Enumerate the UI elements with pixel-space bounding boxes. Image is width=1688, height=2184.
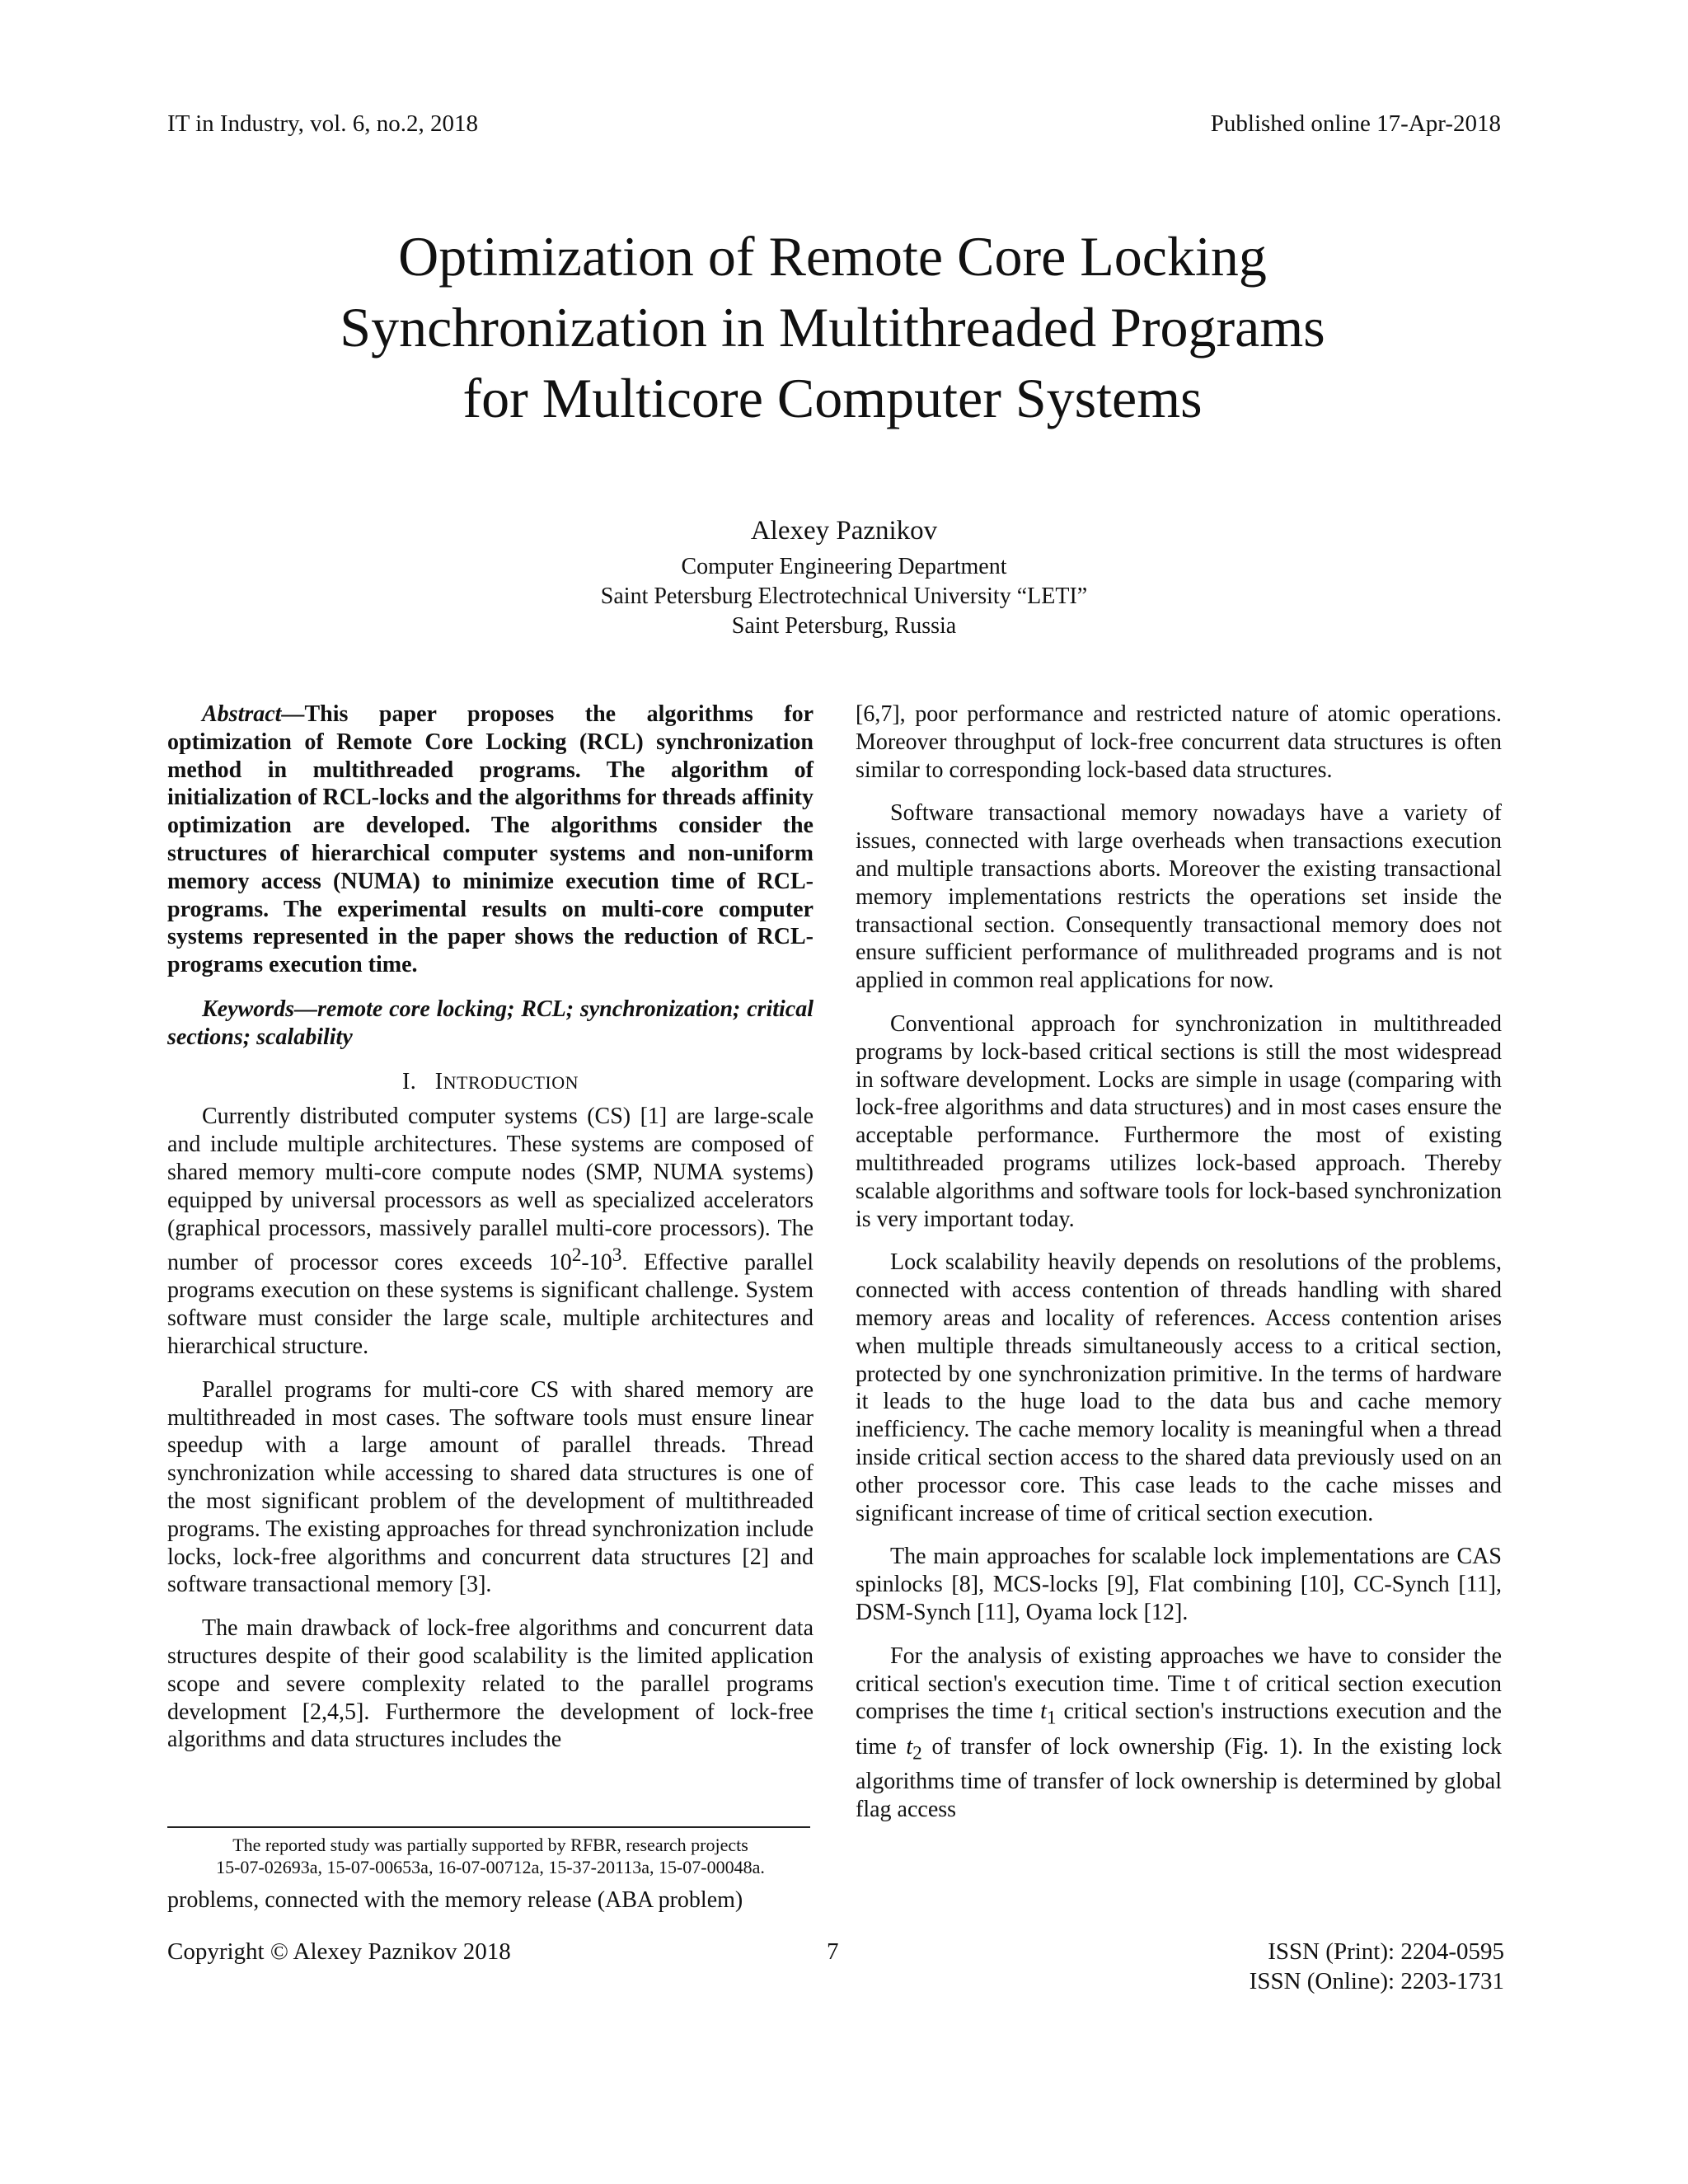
affiliation-line: Saint Petersburg, Russia	[731, 613, 957, 639]
body-paragraph	[167, 1103, 814, 1361]
body-paragraph	[856, 1643, 1502, 1824]
body-paragraph: Conventional approach for synchronization in multithreaded programs by lock-based critical sections is still the most widespread in software development. Locks are simple in usage (comparing with lock-free algorithms and data structures) and in most cases ensure the acceptable performance. Furthermore the most of existing multithreaded programs utilizes lock-based approach. Thereby scalable algorithms and software tools for lock-based synchronization is very important today.	[856, 1010, 1502, 1232]
subscript: 2	[912, 1742, 922, 1765]
issn-online: ISSN (Online): 2203-1731	[1249, 1968, 1504, 1994]
title-line: Optimization of Remote Core Locking	[398, 225, 1267, 288]
issn-block	[1226, 1937, 1504, 1996]
text-run: For the analysis of existing approaches we have to consider the critical section's execution time. Time t of critical section execution comprises the time	[856, 1643, 1502, 1725]
text-run: Currently distributed computer systems (CS) [1] are large-scale and include multiple architectures. These systems are composed of shared memory multi-core compute nodes (SMP, NUMA systems) equipped by universal processors as well as specialized accelerators (graphical processors, massively parallel multi-core processors). The number of processor cores exceeds 10	[167, 1104, 814, 1276]
body-text-continuation: problems, connected with the memory release (ABA problem)	[167, 1887, 743, 1913]
title-line: for Multicore Computer Systems	[462, 367, 1203, 429]
section-title-initial: I	[434, 1068, 443, 1094]
page-number: 7	[827, 1938, 839, 1965]
body-paragraph: Lock scalability heavily depends on resolutions of the problems, connected with access contention of threads handling with shared memory areas and locality of references. Access contention arises when multiple threads simultaneously access to a critical section, protected by one synchronization primitive. In the terms of hardware it leads to the huge load to the data bus and cache memory inefficiency. The cache memory locality is meaningful when a thread inside critical section access to the shared data previously used on an other processor core. This case leads to the cache misses and significant increase of time of critical section execution.	[856, 1249, 1502, 1526]
left-column	[167, 701, 814, 1769]
copyright-notice: Copyright © Alexey Paznikov 2018	[167, 1938, 511, 1965]
abstract-text: This paper proposes the algorithms for optimization of Remote Core Locking (RCL) synchronization method in multithreaded programs. The algorithm of initialization of RCL-locks and the algorithms for threads affinity optimization are developed. The algorithms consider the structures of hierarchical computer systems and non-uniform memory access (NUMA) to minimize execution time of RCL-programs. The experimental results on multi-core computer systems represented in the paper shows the reduction of RCL-programs execution time.	[167, 701, 814, 978]
text-run: . Effective parallel programs execution on these systems is significant challenge. System software must consider the large scale, multiple architectures and hierarchical structure.	[167, 1249, 814, 1360]
text-run: -10	[581, 1249, 612, 1276]
subscript: 1	[1046, 1707, 1057, 1729]
affiliation-line: Computer Engineering Department	[681, 554, 1007, 579]
affiliation-line: Saint Petersburg Electrotechnical University “LETI”	[600, 583, 1088, 609]
math-variable: t	[906, 1733, 913, 1760]
keywords-text: remote core locking; RCL; synchronization; critical sections; scalability	[167, 996, 814, 1050]
footnote-divider	[167, 1826, 810, 1828]
footnote-line: 15-07-02693a, 15-07-00653a, 16-07-00712a, 15-37-20113a, 15-07-00048a.	[216, 1857, 765, 1877]
author-name: Alexey Paznikov	[750, 516, 938, 546]
body-paragraph: Software transactional memory nowadays have a variety of issues, connected with large overheads when transactions execution and multiple transactions aborts. Moreover the existing transactional memory implementations restricts the operations set inside the transactional section. Consequently transactional memory does not ensure sufficient performance of mulithreaded programs and is not applied in common real applications for now.	[856, 800, 1502, 994]
superscript: 3	[612, 1244, 622, 1267]
body-paragraph: The main drawback of lock-free algorithms and concurrent data structures despite of their good scalability is the limited application scope and severe complexity related to the parallel programs development [2,4,5]. Furthermore the development of lock-free algorithms and data structures includes the	[167, 1615, 814, 1753]
right-column	[856, 701, 1502, 1840]
body-paragraph: Parallel programs for multi-core CS with shared memory are multithreaded in most cases. The software tools must ensure linear speedup with a large amount of parallel threads. Thread synchronization while accessing to shared data structures is one of the most significant problem of the development of multithreaded programs. The existing approaches for thread synchronization include locks, lock-free algorithms and concurrent data structures [2] and software transactional memory [3].	[167, 1376, 814, 1598]
title-line: Synchronization in Multithreaded Programs	[340, 296, 1325, 359]
author-affiliation	[0, 552, 1688, 641]
body-paragraph: [6,7], poor performance and restricted nature of atomic operations. Moreover throughput of lock-free concurrent data structures is often similar to corresponding lock-based data structures.	[856, 701, 1502, 783]
text-run: critical section's instructions execution and the time	[856, 1699, 1502, 1760]
issn-print: ISSN (Print): 2204-0595	[1268, 1938, 1504, 1965]
publication-date: Published online 17-Apr-2018	[1210, 110, 1501, 137]
keywords	[167, 996, 814, 1052]
paper-title	[165, 221, 1500, 434]
superscript: 2	[571, 1244, 582, 1267]
section-heading	[167, 1068, 814, 1097]
footnote-line: The reported study was partially supported by RFBR, research projects	[232, 1835, 748, 1855]
abstract	[167, 701, 814, 979]
keywords-label: Keywords—	[202, 996, 317, 1022]
section-title-rest: NTRODUCTION	[443, 1071, 579, 1093]
section-number: I.	[401, 1068, 417, 1094]
body-paragraph: The main approaches for scalable lock implementations are CAS spinlocks [8], MCS-locks [9], Flat combining [10], CC-Synch [11], DSM-Synch [11], Oyama lock [12].	[856, 1544, 1502, 1625]
text-run: of transfer of lock ownership (Fig. 1). In the existing lock algorithms time of transfer of lock ownership is determined by global flag access	[856, 1733, 1502, 1822]
abstract-label: Abstract—	[202, 701, 305, 727]
journal-header: IT in Industry, vol. 6, no.2, 2018	[167, 110, 478, 137]
funding-footnote	[167, 1834, 814, 1878]
math-variable: t	[1040, 1699, 1047, 1725]
